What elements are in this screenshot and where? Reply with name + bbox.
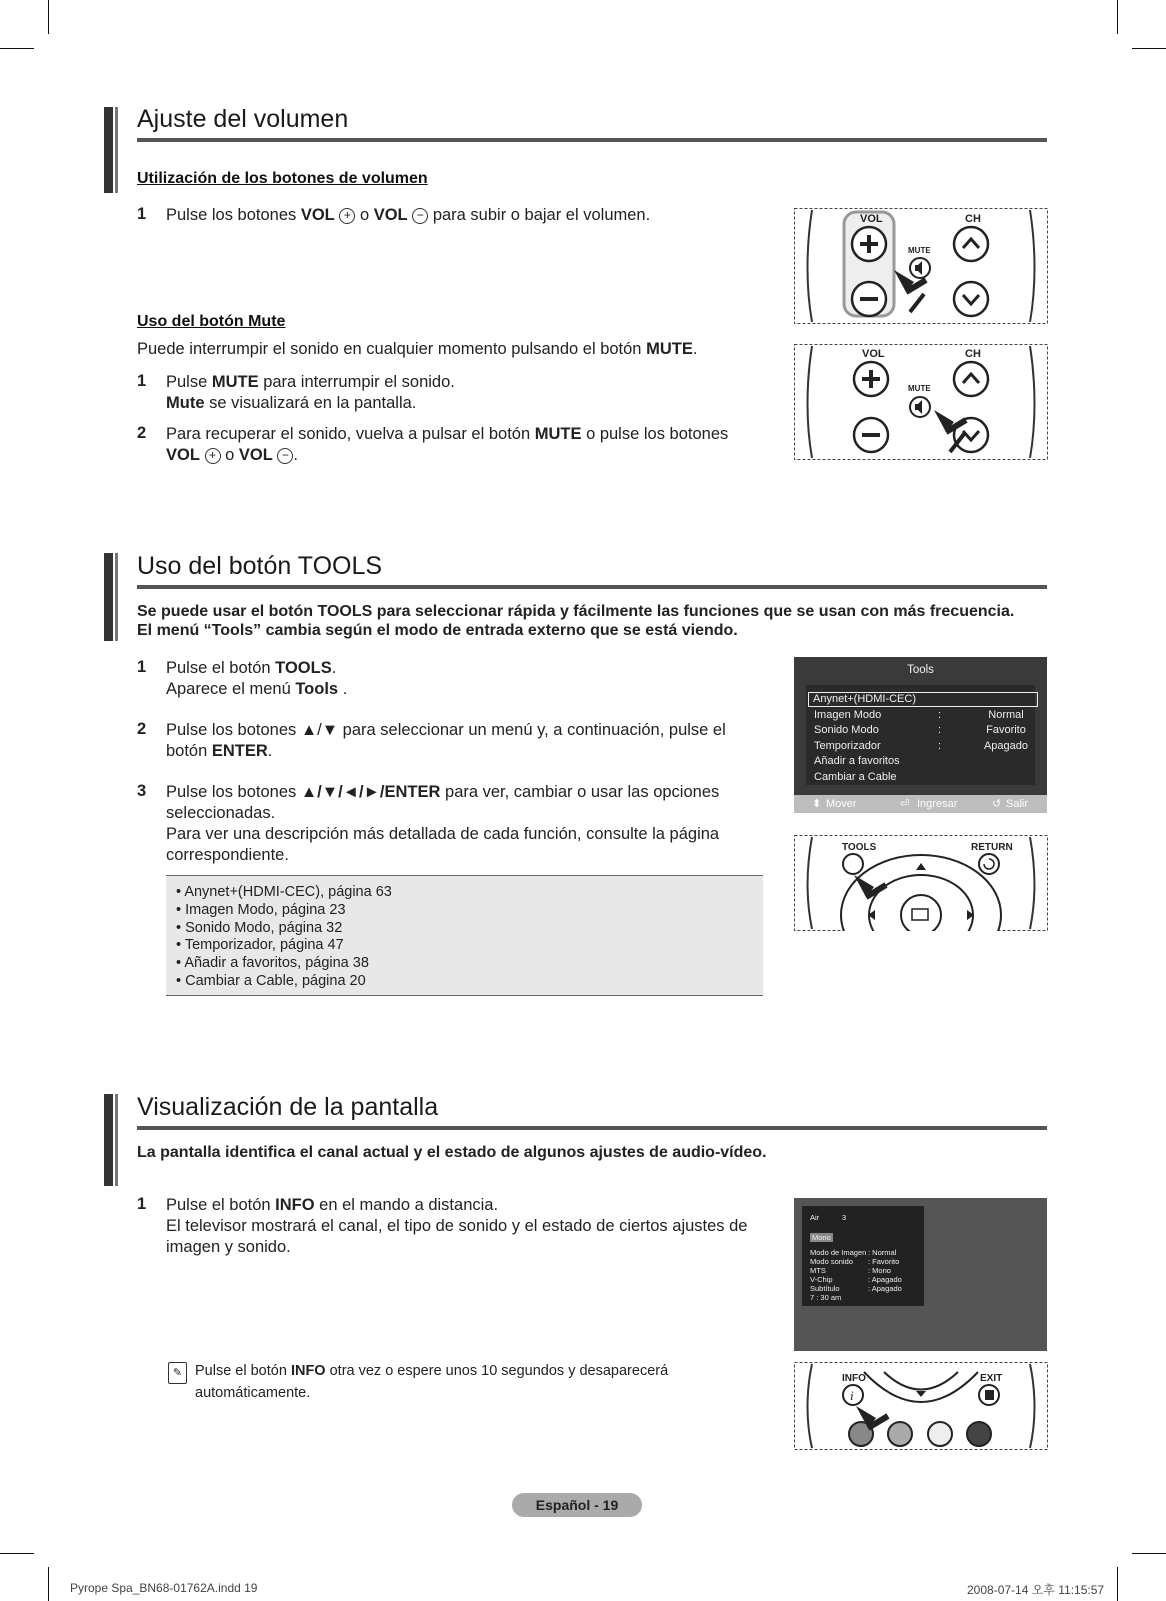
info-display-screen <box>794 1198 1047 1351</box>
plus-circle-icon: + <box>339 208 355 224</box>
exit-label: EXIT <box>980 1373 1003 1384</box>
tools-menu-screen <box>794 657 1047 813</box>
step-mute-2: Para recuperar el sonido, vuelva a pulsar el botón MUTE o pulse los botones VOL + o VOL − . <box>166 425 729 464</box>
tools-menu-item: Sonido Modo : Favorito <box>814 724 1026 736</box>
section-rule <box>137 1126 1047 1130</box>
list-item: • Sonido Modo, página 32 <box>176 919 343 936</box>
footer-file: Pyrope Spa_BN68-01762A.indd 19 <box>70 1581 258 1595</box>
updown-arrow-icon: ⬍ <box>812 798 822 810</box>
mono-badge: Mono <box>812 1233 831 1242</box>
step-number: 3 <box>137 782 147 800</box>
step-number: 2 <box>137 720 147 738</box>
tools-menu-item: Cambiar a Cable <box>814 771 897 783</box>
remote-mute-illustration <box>794 344 1048 460</box>
svg-text:i: i <box>850 1388 854 1403</box>
info-note: Pulse el botón INFO otra vez o espere unos 10 segundos y desaparecerá automáticamente. <box>195 1363 669 1401</box>
section-bar <box>104 553 113 641</box>
crop-mark <box>0 1553 34 1554</box>
tools-menu-footer: ⬍ Mover ⏎ Ingresar ↺ Salir <box>794 795 1047 813</box>
minus-circle-icon: − <box>412 208 428 224</box>
step-volume: Pulse los botones VOL + o VOL − para subir o bajar el volumen. <box>166 206 651 224</box>
crop-mark <box>1132 1553 1166 1554</box>
info-label: INFO <box>842 1373 866 1384</box>
info-display-panel: Air 3 Mono Modo de Imagen : Normal Modo sonido : Favorito MTS : Mono V-Chip : Apagado Subtítulo : Apagado 7 : 30 am <box>802 1206 924 1306</box>
note-icon: ✎ <box>168 1362 187 1384</box>
return-icon: ↺ <box>992 798 1002 810</box>
display-intro: La pantalla identifica el canal actual y el estado de algunos ajustes de audio-vídeo. <box>137 1144 767 1161</box>
remote-info-illustration <box>794 1362 1048 1450</box>
list-item: • Anynet+(HDMI-CEC), página 63 <box>176 884 392 900</box>
vol-label: VOL <box>860 213 883 225</box>
section-title-display: Visualización de la pantalla <box>137 1093 439 1121</box>
section-title-tools: Uso del botón TOOLS <box>137 552 383 580</box>
section-bar <box>104 1094 113 1186</box>
mute-label: MUTE <box>908 384 931 393</box>
section-title-volume: Ajuste del volumen <box>137 105 349 133</box>
step-number: 1 <box>137 205 147 223</box>
section-bar <box>115 1094 118 1186</box>
list-item: • Añadir a favoritos, página 38 <box>176 955 369 972</box>
step-info-1: Pulse el botón INFO en el mando a distancia. El televisor mostrará el canal, el tipo de sonido y el estado de ciertos ajustes de imagen y sonido. <box>166 1196 748 1256</box>
list-item: • Cambiar a Cable, página 20 <box>176 972 366 989</box>
remote-vol-illustration <box>794 208 1048 324</box>
enter-icon: ⏎ <box>900 798 910 810</box>
step-tools-2: Pulse los botones ▲/▼ para seleccionar un menú y, a continuación, pulse el botón ENTER. <box>166 721 726 760</box>
subheading-volume-buttons: Utilización de los botones de volumen <box>137 170 428 187</box>
tools-intro: Se puede usar el botón TOOLS para seleccionar rápida y fácilmente las funciones que se usan con más frecuencia. El menú “Tools” cambia según el modo de entrada externo que se está viendo. <box>137 603 1015 639</box>
footer-date: 2008-07-14 오후 11:15:57 <box>967 1583 1105 1597</box>
tools-label: TOOLS <box>842 842 877 853</box>
mute-intro: Puede interrumpir el sonido en cualquier momento pulsando el botón MUTE. <box>137 340 698 358</box>
step-tools-3: Pulse los botones ▲/▼/◄/►/ENTER para ver, cambiar o usar las opciones seleccionadas. Para ver una descripción más detallada de cada función, consulte la página correspondiente. <box>166 783 720 864</box>
crop-mark <box>1117 1567 1118 1601</box>
list-item: • Temporizador, página 47 <box>176 937 344 954</box>
step-number: 1 <box>137 1195 147 1213</box>
plus-circle-icon: + <box>205 448 221 464</box>
crop-mark <box>1117 0 1118 34</box>
mute-label: MUTE <box>908 246 931 255</box>
crop-mark <box>48 0 49 34</box>
crop-mark <box>48 1567 49 1601</box>
crop-mark <box>0 48 34 49</box>
subheading-mute: Uso del botón Mute <box>137 313 286 330</box>
tools-menu-item: Temporizador : Apagado <box>814 740 1029 752</box>
section-rule <box>137 585 1047 589</box>
tools-menu-item: Añadir a favoritos <box>814 755 900 767</box>
vol-label: VOL <box>862 348 885 360</box>
step-mute-1: Pulse MUTE para interrumpir el sonido. Mute se visualizará en la pantalla. <box>166 373 455 412</box>
remote-tools-illustration <box>794 835 1048 931</box>
info-display-list: Modo de Imagen : Normal Modo sonido : Favorito MTS : Mono V-Chip : Apagado Subtítulo : Apagado 7 : 30 am <box>810 1248 902 1302</box>
step-number: 2 <box>137 424 147 442</box>
return-label: RETURN <box>971 842 1013 853</box>
section-bar <box>104 107 113 193</box>
section-rule <box>137 138 1047 142</box>
list-item: • Imagen Modo, página 23 <box>176 901 346 918</box>
section-bar <box>115 553 118 641</box>
step-number: 1 <box>137 372 147 390</box>
crop-mark <box>1132 48 1166 49</box>
tools-menu-item: Imagen Modo : Normal <box>814 709 1024 721</box>
step-tools-1: Pulse el botón TOOLS. Aparece el menú Tools . <box>166 659 348 698</box>
section-bar <box>115 107 118 193</box>
tools-menu-title: Tools <box>907 664 934 676</box>
page-number-badge: Español - 19 <box>512 1493 642 1517</box>
page-reference-box <box>166 875 763 996</box>
minus-circle-icon: − <box>277 448 293 464</box>
step-number: 1 <box>137 658 147 676</box>
tools-menu-item-highlighted: Anynet+(HDMI-CEC) <box>808 692 1038 707</box>
ch-label: CH <box>965 213 981 225</box>
ch-label: CH <box>965 348 981 360</box>
